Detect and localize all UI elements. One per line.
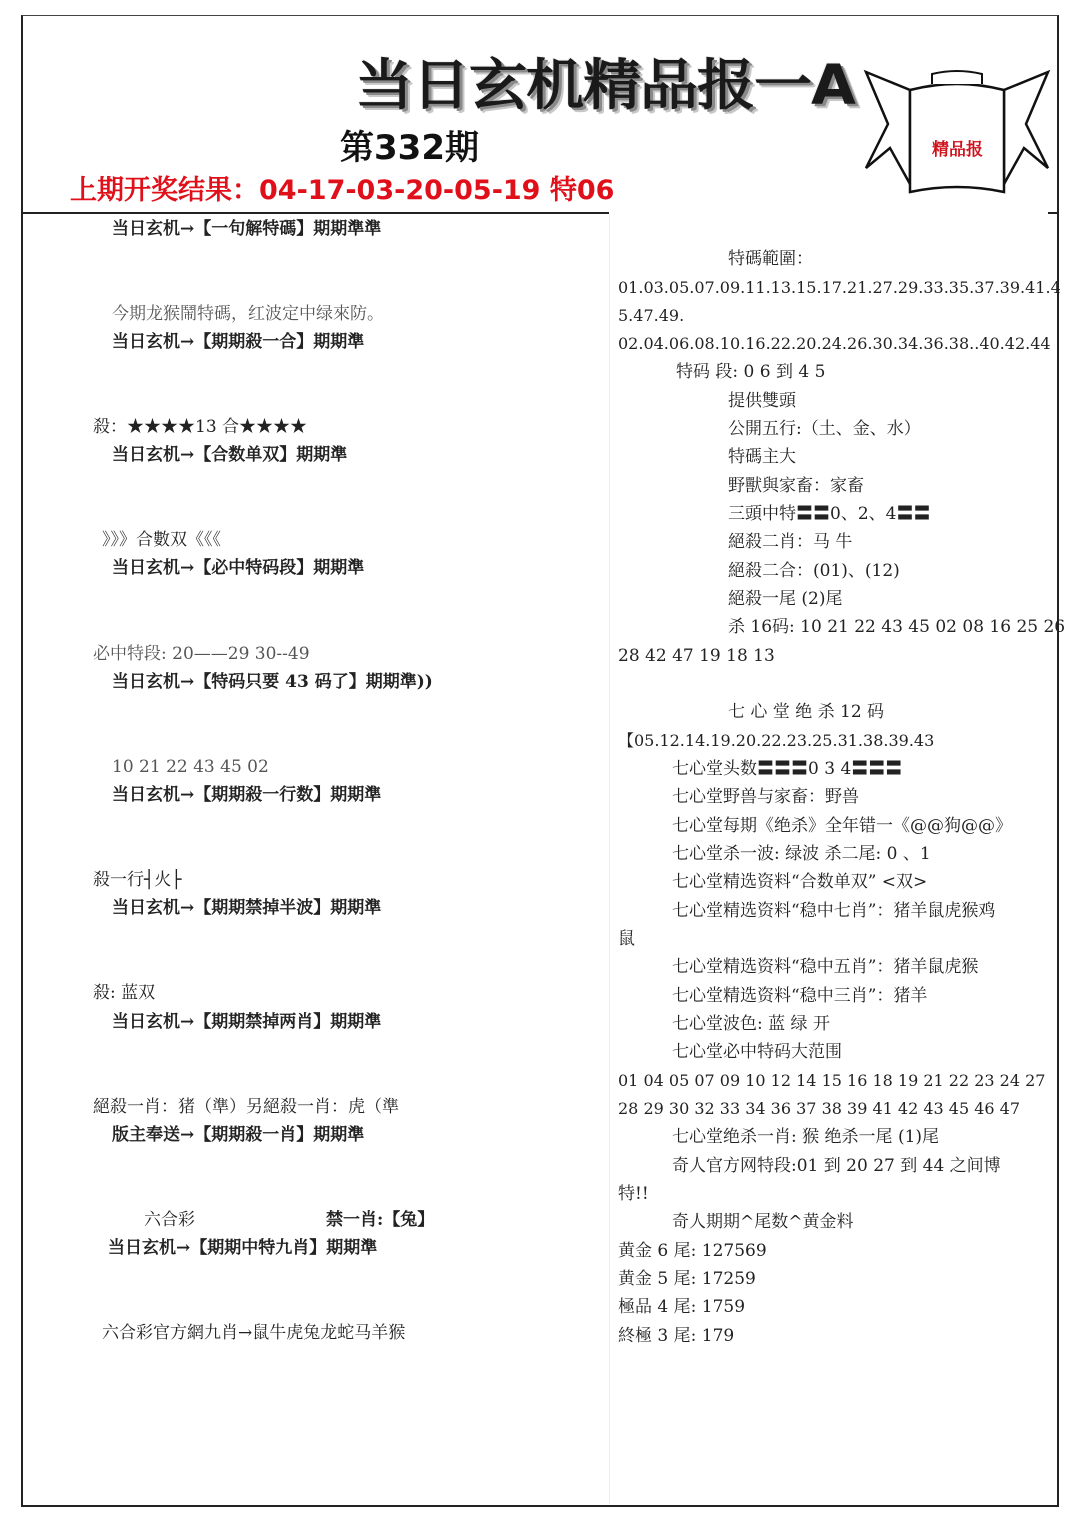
right-line-18: 七心堂头数〓〓〓0 3 4〓〓〓: [672, 759, 903, 779]
right-line-32: 奇人官方网特段:01 到 20 27 到 44 之间博: [672, 1156, 1001, 1176]
right-line-29: 01 04 05 07 09 10 12 14 15 16 18 19 21 22 23 24 27: [618, 1071, 1046, 1090]
left-content-4: 必中特段: 20——29 30--49: [93, 644, 310, 664]
right-line-28: 七心堂必中特码大范围: [672, 1042, 842, 1062]
right-line-31: 七心堂绝杀一肖: 猴 绝杀一尾 (1)尾: [672, 1127, 940, 1147]
left-heading-1: 当日玄机→【一句解特碼】期期準準: [112, 219, 382, 239]
right-line-36: 黄金 5 尾: 17259: [618, 1269, 756, 1289]
right-line-11: 絕殺二肖：马 牛: [728, 532, 853, 552]
header-divider: [21, 212, 609, 214]
left-content-9a: 六合彩: [144, 1210, 195, 1230]
badge-label: 精品报: [932, 140, 983, 160]
right-line-10: 三頭中特〓〓0、2、4〓〓: [728, 504, 931, 524]
right-line-33: 特!!: [618, 1184, 649, 1204]
left-heading-8: 当日玄机→【期期禁掉两肖】期期準: [112, 1012, 382, 1032]
right-line-8: 特碼主大: [728, 447, 796, 467]
right-line-19: 七心堂野兽与家畜：野兽: [672, 787, 859, 807]
column-divider: [609, 214, 610, 1504]
left-content-1: 今期龙猴鬧特碼，红波定中绿來防。: [112, 304, 384, 324]
right-line-17: 【05.12.14.19.20.22.23.25.31.38.39.43: [618, 731, 935, 750]
right-line-20: 七心堂每期《绝杀》全年错一《@@狗@@》: [672, 816, 1012, 836]
right-line-9: 野獸與家畜：家畜: [728, 476, 864, 496]
right-line-27: 七心堂波色: 蓝 绿 开: [672, 1014, 830, 1034]
right-line-7: 公開五行:（土、金、水）: [728, 419, 921, 439]
right-line-3: 5.47.49.: [618, 306, 685, 325]
right-line-6: 提供雙頭: [728, 391, 796, 411]
left-content-6: 殺一行┤火├: [93, 870, 182, 890]
right-line-25: 七心堂精选资料“稳中五肖”：猪羊鼠虎猴: [672, 957, 979, 977]
right-line-34: 奇人期期^尾数^黄金料: [672, 1212, 854, 1232]
right-line-22: 七心堂精选资料“合数单双” <双>: [672, 872, 928, 892]
right-line-23: 七心堂精选资料“稳中七肖”：猪羊鼠虎猴鸡: [672, 901, 996, 921]
left-heading-3: 当日玄机→【合数单双】期期準: [112, 445, 348, 465]
right-line-30: 28 29 30 32 33 34 36 37 38 39 41 42 43 45 46 47: [618, 1099, 1021, 1118]
header-divider-right: [1048, 212, 1059, 214]
left-heading-9: 版主奉送→【期期殺一肖】期期準: [112, 1125, 365, 1145]
left-content-5: 10 21 22 43 45 02: [112, 757, 269, 777]
left-content-9b: 禁一肖:【兔】: [326, 1210, 435, 1230]
right-line-26: 七心堂精选资料“稳中三肖”：猪羊: [672, 986, 928, 1006]
page-title: 当日玄机精品报一A: [355, 52, 855, 118]
right-line-14: 杀 16码: 10 21 22 43 45 02 08 16 25 26: [728, 617, 1066, 637]
right-line-24: 鼠: [618, 929, 635, 949]
left-heading-2: 当日玄机→【期期殺一合】期期準: [112, 332, 365, 352]
last-draw-result: 上期开奖结果：04-17-03-20-05-19 特06: [70, 175, 615, 206]
right-line-38: 終極 3 尾: 179: [618, 1326, 735, 1346]
right-line-1: 特碼範圍：: [728, 249, 813, 269]
left-heading-7: 当日玄机→【期期禁掉半波】期期準: [112, 898, 382, 918]
right-line-16: 七 心 堂 绝 杀 12 码: [728, 702, 885, 722]
left-content-10: 六合彩官方網九肖→鼠牛虎兔龙蛇马羊猴: [102, 1323, 406, 1343]
left-content-3: 》》》合數双《《《: [102, 530, 221, 550]
right-line-12: 絕殺二合：(01)、(12): [728, 561, 900, 581]
left-heading-4: 当日玄机→【必中特码段】期期準: [112, 558, 365, 578]
right-line-15: 28 42 47 19 18 13: [618, 646, 775, 666]
scroll-banner-icon: [862, 64, 1052, 204]
right-line-37: 極品 4 尾: 1759: [618, 1297, 746, 1317]
right-line-5: 特码 段: 0 6 到 4 5: [676, 362, 826, 382]
left-content-8: 絕殺一肖：猪（準）另絕殺一肖：虎（準: [93, 1097, 399, 1117]
left-heading-10: 当日玄机→【期期中特九肖】期期準: [108, 1238, 378, 1258]
issue-number: 第332期: [340, 128, 479, 168]
left-heading-5: 当日玄机→【特码只要 43 码了】期期準)): [112, 672, 433, 692]
right-line-35: 黄金 6 尾: 127569: [618, 1241, 767, 1261]
left-content-2: 殺：★★★★13 合★★★★: [93, 417, 308, 437]
right-line-13: 絕殺一尾 (2)尾: [728, 589, 843, 609]
right-line-4: 02.04.06.08.10.16.22.20.24.26.30.34.36.38..40.42.44: [618, 334, 1051, 353]
right-line-21: 七心堂杀一波: 绿波 杀二尾: 0 、1: [672, 844, 931, 864]
left-content-7: 殺: 蓝双: [93, 983, 156, 1003]
right-line-2: 01.03.05.07.09.11.13.15.17.21.27.29.33.35.37.39.41.4: [618, 278, 1061, 297]
left-heading-6: 当日玄机→【期期殺一行数】期期準: [112, 785, 382, 805]
